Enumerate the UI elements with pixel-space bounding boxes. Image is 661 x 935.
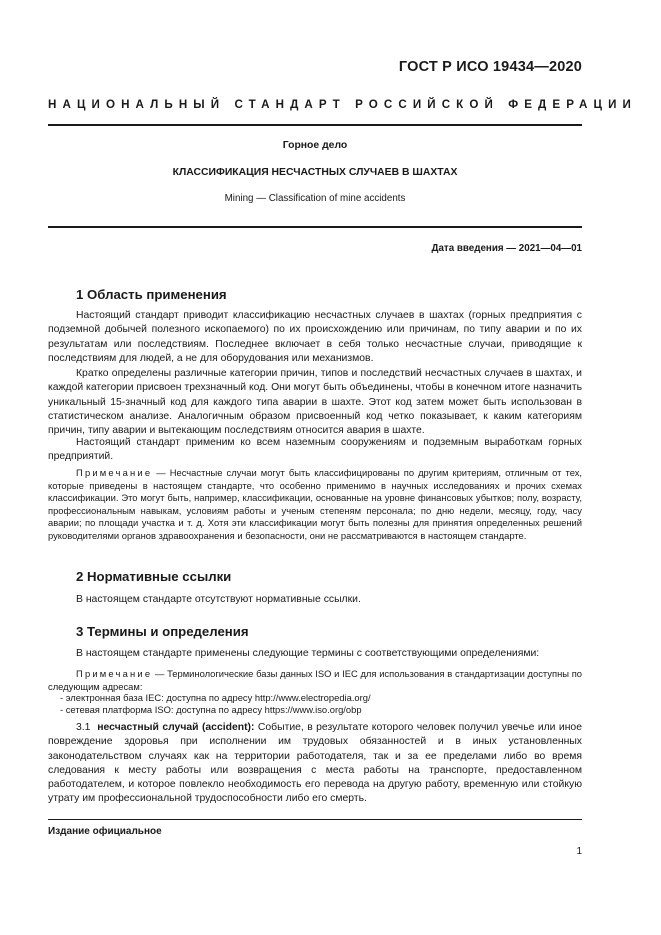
- national-standard-heading: НАЦИОНАЛЬНЫЙ СТАНДАРТ РОССИЙСКОЙ ФЕДЕРАЦИИ: [48, 98, 637, 111]
- section-1-paragraph-2: Кратко определены различные категории причин, типов и последствий несчастных случаев в шахтах, и каждой категории присвоен трехзначный код. Они могут быть объединены, чтобы в конечном итоге назначить уникальный 15-значный код для каждого типа аварии в шахте. Этот код затем может быть использован в статистическом анализе. Аналогичным образом присвоенный код четко показывает, к каким категориям причин, типу аварии и вытекающим последствиям относится авария в шахте.: [48, 368, 582, 437]
- note-text: — Несчастные случаи могут быть классифицированы по другим критериям, отличным от тех, которые приведены в настоящем стандарте, что особенно применимо в научных исследованиях и прочих схемах классификации. Это могут быть, например, классификации, основанные на уровне финансовых убытков; полу, возрасту, профессиональным навыкам, условиям работы и ученым степеням персонала; по дню недели, месяцу, году, часу аварии; по площади участка и т. д. Хотя эти классификации могут быть полезны для принятия определенных решений руководителями органов здравоохранения и безопасности, они не рассматриваются в настоящем стандарте.: [48, 467, 582, 541]
- introduction-date: Дата введения — 2021—04—01: [431, 243, 582, 254]
- header-rule: [48, 124, 582, 126]
- term-definition-text: Событие, в результате которого человек получил увечье или иное повреждение здоровья при исполнении им трудовых обязанностей и в иных установленных законодательством случаях как на территории работодателя, так и за ее пределами либо во время следования к месту работы или возвращения с места работы на транспорте, предоставленном работодателем, и которое повлекло необходимость его перевода на другую работу, временную или стойкую утрату им профессиональной трудоспособности либо его смерть.: [48, 722, 582, 805]
- list-item: - сетевая платформа ISO: доступна по адресу https://www.iso.org/obp: [60, 704, 362, 715]
- standard-id: ГОСТ Р ИСО 19434—2020: [398, 59, 582, 75]
- section-1-heading: 1 Область применения: [76, 287, 227, 302]
- section-1-note: [48, 467, 582, 543]
- note-label: Примечание: [76, 668, 153, 679]
- list-item: - электронная база IEC: доступна по адресу http://www.electropedia.org/: [60, 692, 371, 703]
- footer-rule: [48, 819, 582, 820]
- section-1-paragraph-1: Настоящий стандарт приводит классификацию несчастных случаев в шахтах (горных предприятия с подземной добычей полезного ископаемого) по их происхождению или причинам, по типу аварии и по их результатам или последствиям. Последнее включает в себя только несчастные случаи, приводящие к последствиям для людей, а не для оборудования или механизмов.: [48, 310, 582, 364]
- note-text: — Терминологические базы данных ISO и IEC для использования в стандартизации доступны по следующим адресам:: [48, 668, 582, 692]
- term-number: 3.1: [76, 722, 91, 733]
- note-label: Примечание: [76, 467, 153, 478]
- document-title: КЛАССИФИКАЦИЯ НЕСЧАСТНЫХ СЛУЧАЕВ В ШАХТАХ: [172, 167, 458, 178]
- term-name: несчастный случай (accident):: [97, 722, 255, 733]
- section-2-heading: 2 Нормативные ссылки: [76, 569, 232, 584]
- section-2-paragraph: В настоящем стандарте отсутствуют нормативные ссылки.: [76, 594, 361, 605]
- page-number: 1: [576, 846, 582, 857]
- document-title-english: Mining — Classification of mine accidents: [224, 193, 406, 204]
- section-3-heading: 3 Термины и определения: [76, 624, 249, 639]
- section-3-paragraph: В настоящем стандарте применены следующие термины с соответствующими определениями:: [76, 648, 540, 659]
- field-label: Горное дело: [282, 140, 348, 151]
- section-1-paragraph-3: Настоящий стандарт применим ко всем наземным сооружениям и подземным выработкам горных предприятий.: [48, 437, 582, 463]
- term-definition-3-1: [48, 721, 582, 807]
- title-rule: [48, 226, 582, 228]
- edition-label: Издание официальное: [48, 826, 162, 837]
- section-3-note: [48, 668, 582, 693]
